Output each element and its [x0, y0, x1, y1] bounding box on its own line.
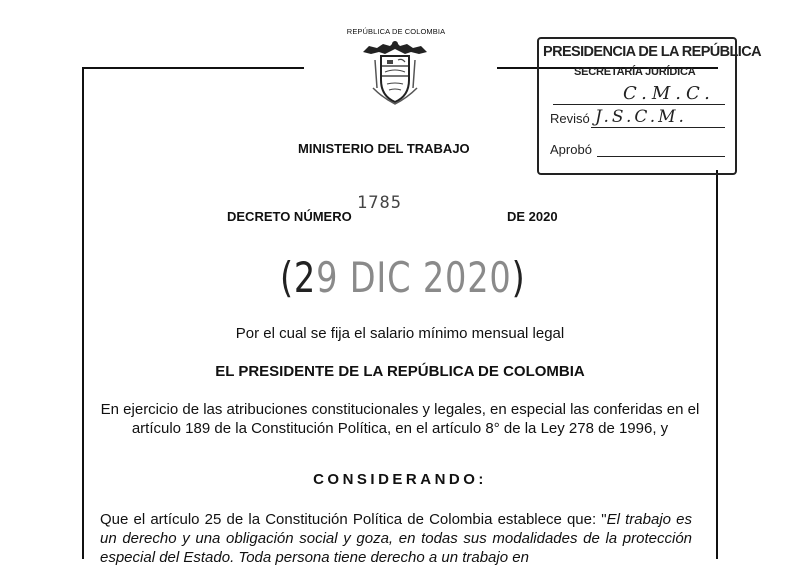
frame-right-line: [716, 170, 718, 559]
ministerio-heading: MINISTERIO DEL TRABAJO: [298, 141, 470, 156]
stamp-aprobo-line: [597, 156, 725, 157]
stamp-title: PRESIDENCIA DE LA REPÚBLICA: [543, 44, 761, 60]
coat-of-arms-icon: [355, 38, 435, 108]
decreto-year: DE 2020: [507, 209, 558, 224]
decree-subtitle: Por el cual se fija el salario mínimo mensual legal: [235, 325, 565, 342]
body-quote: El trabajo es un derecho y una obligación social y goza, en todas sus modalidades de la protección especial del Estado. Toda persona tiene derecho a un trabajo en: [100, 511, 692, 566]
date-open-paren: (: [280, 253, 294, 302]
ejercicio-paragraph: En ejercicio de las atribuciones constitucionales y legales, en especial las conferidas en el artículo 189 de la Constitución Política, en el artículo 8° de la Ley 278 de 1996, y: [100, 401, 700, 437]
stamp-reviso-signature: J.S.C.M.: [595, 107, 687, 127]
stamp-reviso-label: Revisó: [550, 111, 590, 126]
date-first-digit: 2: [293, 253, 317, 302]
stamp-signature-line: [553, 104, 725, 105]
stamp-reviso-line: [591, 127, 725, 128]
date-rest: 9 DIC 2020: [316, 253, 512, 302]
considerando-heading: CONSIDERANDO:: [313, 471, 487, 488]
date-close-paren: ): [511, 253, 526, 302]
presidente-heading: EL PRESIDENTE DE LA REPÚBLICA DE COLOMBIA: [215, 363, 585, 380]
decreto-label: DECRETO NÚMERO: [227, 209, 352, 224]
stamp-subtitle: SECRETARÍA JURÍDICA: [574, 66, 696, 78]
body-paragraph: [100, 510, 692, 567]
decreto-number: 1785: [357, 193, 402, 213]
date-stamp: [280, 253, 526, 302]
frame-left-line: [82, 67, 84, 559]
republica-heading: REPÚBLICA DE COLOMBIA: [346, 27, 446, 36]
body-intro: Que el artículo 25 de la Constitución Política de Colombia establece que: ": [100, 511, 607, 528]
review-stamp: [537, 37, 761, 175]
frame-top-left-line: [82, 67, 304, 69]
stamp-aprobo-label: Aprobó: [550, 142, 592, 157]
stamp-handwritten-initials: C.M.C.: [623, 83, 715, 104]
